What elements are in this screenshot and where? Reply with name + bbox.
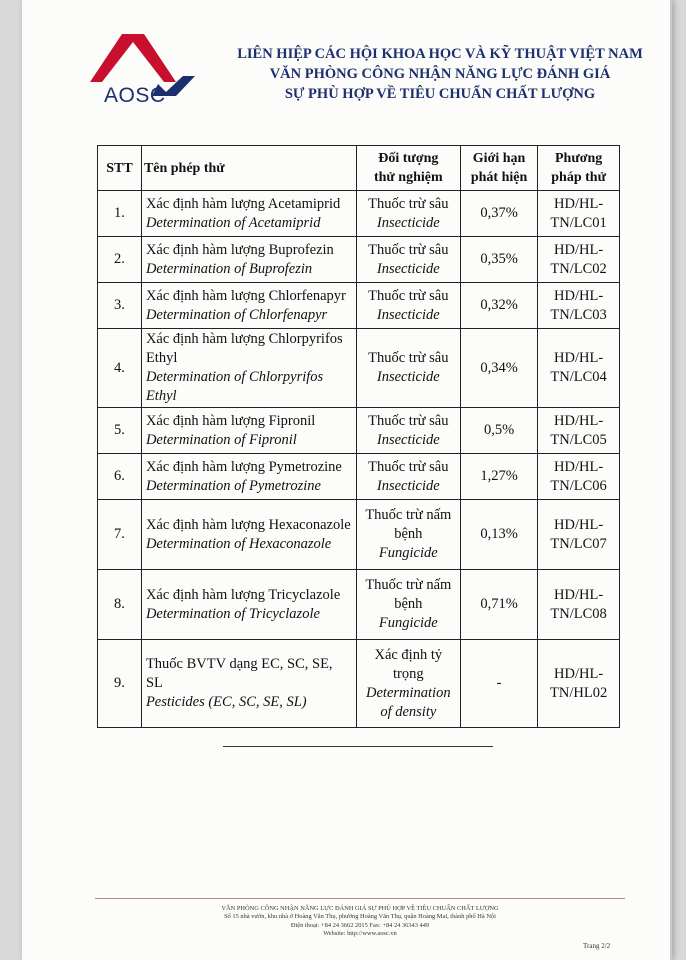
cell-stt: 7. [98, 500, 142, 570]
test-name-en: Determination of Buprofezin [145, 260, 313, 277]
method-line-2: TN/HL02 [550, 684, 608, 701]
object-vi: Thuốc trừ sâu [368, 458, 449, 475]
cell-test-method [538, 570, 620, 640]
method-line-2: TN/LC03 [550, 306, 607, 323]
footer-line-2: Số 15 nhà vườn, khu nhà ở Hoàng Văn Thụ, phường Hoàng Văn Thụ, quận Hoàng Mai, thành phố Hà Nội [224, 913, 496, 921]
table-row [98, 570, 620, 640]
test-name-vi: Xác định hàm lượng Acetamiprid [145, 195, 341, 212]
cell-test-method [538, 500, 620, 570]
cell-test-object [356, 500, 460, 570]
method-line-1: HD/HL- [554, 350, 604, 366]
page-number: Trang 2/2 [583, 942, 611, 950]
object-en: Fungicide [378, 545, 438, 561]
object-en: Insecticide [376, 369, 440, 385]
cell-test-object [356, 283, 460, 329]
test-name-en: Determination of Pymetrozine [145, 477, 321, 494]
method-line-2: TN/LC07 [550, 535, 607, 552]
method-line-2: TN/LC04 [550, 369, 607, 385]
method-line-1: HD/HL- [554, 586, 604, 603]
table-row [98, 237, 620, 283]
cell-test-method [538, 454, 620, 500]
footer-line-3: Điện thoại: +84 24 3662 2015 Fax: +84 24 36343 449 [290, 921, 430, 929]
test-name-en: Determination of Fipronil [145, 431, 297, 448]
method-line-2: TN/LC01 [550, 214, 607, 231]
cell-test-name [141, 191, 356, 237]
test-name-en: Determination of Chlorfenapyr [145, 306, 328, 323]
object-en: Insecticide [376, 260, 440, 277]
col-limit-header: Giới hạn phát hiện [460, 146, 537, 191]
table-header-row [98, 146, 620, 191]
footer-divider [95, 898, 625, 899]
table-row [98, 408, 620, 454]
object-en: Insecticide [376, 477, 440, 494]
signature-line [223, 746, 493, 747]
object-en: Determination of density [366, 684, 451, 720]
cell-test-object [356, 408, 460, 454]
cell-test-name [141, 329, 356, 408]
object-vi: Thuốc trừ sâu [368, 241, 449, 258]
logo-red-chevron [90, 34, 176, 82]
col-object-header: Đối tượng thử nghiệm [356, 146, 460, 191]
cell-stt: 1. [98, 191, 142, 237]
method-line-1: HD/HL- [554, 412, 604, 429]
table-row [98, 191, 620, 237]
cell-detection-limit: 0,5% [460, 408, 537, 454]
cell-stt: 2. [98, 237, 142, 283]
method-line-1: HD/HL- [554, 458, 604, 475]
cell-test-name [141, 237, 356, 283]
object-vi: Thuốc trừ sâu [368, 287, 449, 304]
method-line-2: TN/LC06 [550, 477, 607, 494]
method-line-1: HD/HL- [554, 516, 604, 533]
test-name-en: Determination of Tricyclazole [145, 605, 320, 622]
object-vi: Thuốc trừ nấm bệnh [365, 577, 452, 612]
object-en: Insecticide [376, 214, 440, 231]
col-stt-header: STT [98, 146, 142, 191]
document-header [225, 44, 655, 104]
cell-stt: 8. [98, 570, 142, 640]
cell-test-name [141, 408, 356, 454]
table-row [98, 500, 620, 570]
cell-test-name [141, 283, 356, 329]
test-name-vi: Xác định hàm lượng Chlorfenapyr [145, 287, 346, 304]
cell-test-object [356, 329, 460, 408]
cell-detection-limit: 0,35% [460, 237, 537, 283]
cell-stt: 9. [98, 640, 142, 728]
cell-detection-limit: 0,37% [460, 191, 537, 237]
cell-test-name [141, 454, 356, 500]
cell-detection-limit: 0,34% [460, 329, 537, 408]
header-line-2: VĂN PHÒNG CÔNG NHẬN NĂNG LỰC ĐÁNH GIÁ [269, 66, 611, 82]
cell-detection-limit: 0,13% [460, 500, 537, 570]
cell-test-object [356, 191, 460, 237]
method-line-1: HD/HL- [554, 665, 604, 682]
cell-test-name [141, 570, 356, 640]
footer-line-4: Website: http://www.aosc.vn [323, 929, 397, 937]
cell-stt: 5. [98, 408, 142, 454]
cell-test-object [356, 237, 460, 283]
method-line-1: HD/HL- [554, 241, 604, 258]
object-vi: Thuốc trừ sâu [368, 195, 449, 212]
header-line-1: LIÊN HIỆP CÁC HỘI KHOA HỌC VÀ KỸ THUẬT VIỆT NAM [237, 46, 643, 62]
test-name-vi: Thuốc BVTV dạng EC, SC, SE, SL [145, 656, 333, 691]
test-name-vi: Xác định hàm lượng Pymetrozine [145, 458, 342, 475]
method-line-2: TN/LC05 [550, 431, 607, 448]
page-footer [120, 905, 600, 938]
cell-test-method [538, 237, 620, 283]
table-row [98, 329, 620, 408]
object-en: Insecticide [376, 431, 440, 448]
cell-detection-limit: - [460, 640, 537, 728]
col-method-header: Phương pháp thử [538, 146, 620, 191]
table-row [98, 454, 620, 500]
cell-detection-limit: 0,71% [460, 570, 537, 640]
test-name-vi: Xác định hàm lượng Buprofezin [145, 241, 334, 258]
test-methods-table [97, 145, 620, 728]
cell-stt: 3. [98, 283, 142, 329]
col-name-header: Tên phép thử [141, 146, 356, 191]
test-name-en: Determination of Acetamiprid [145, 214, 321, 231]
object-vi: Thuốc trừ sâu [368, 412, 449, 429]
test-name-vi: Xác định hàm lượng Chlorpyrifos Ethyl [145, 331, 343, 366]
table-row [98, 640, 620, 728]
method-line-2: TN/LC08 [550, 605, 607, 622]
cell-test-method [538, 191, 620, 237]
page-edge [670, 0, 672, 960]
cell-test-method [538, 283, 620, 329]
cell-detection-limit: 0,32% [460, 283, 537, 329]
object-vi: Thuốc trừ sâu [368, 350, 449, 366]
object-vi: Xác định tỷ trọng [374, 646, 443, 682]
test-name-vi: Xác định hàm lượng Fipronil [145, 412, 316, 429]
table-row [98, 283, 620, 329]
cell-stt: 4. [98, 329, 142, 408]
object-vi: Thuốc trừ nấm bệnh [365, 507, 452, 542]
method-line-2: TN/LC02 [550, 260, 607, 277]
cell-detection-limit: 1,27% [460, 454, 537, 500]
object-en: Insecticide [376, 306, 440, 323]
cell-stt: 6. [98, 454, 142, 500]
object-en: Fungicide [378, 615, 438, 631]
logo-text: AOSC [104, 84, 166, 107]
test-name-vi: Xác định hàm lượng Tricyclazole [145, 586, 341, 603]
test-name-en: Determination of Hexaconazole [145, 535, 332, 552]
cell-test-name [141, 640, 356, 728]
cell-test-object [356, 640, 460, 728]
cell-test-name [141, 500, 356, 570]
cell-test-method [538, 640, 620, 728]
test-name-en: Determination of Chlorpyrifos Ethyl [145, 369, 324, 404]
header-line-3: SỰ PHÙ HỢP VỀ TIÊU CHUẨN CHẤT LƯỢNG [284, 86, 596, 102]
footer-line-1: VĂN PHÒNG CÔNG NHẬN NĂNG LỰC ĐÁNH GIÁ SỰ PHÙ HỢP VỀ TIÊU CHUẨN CHẤT LƯỢNG [221, 905, 499, 912]
cell-test-object [356, 570, 460, 640]
test-name-vi: Xác định hàm lượng Hexaconazole [145, 516, 351, 533]
method-line-1: HD/HL- [554, 195, 604, 212]
cell-test-method [538, 329, 620, 408]
method-line-1: HD/HL- [554, 287, 604, 304]
test-name-en: Pesticides (EC, SC, SE, SL) [145, 694, 307, 710]
cell-test-object [356, 454, 460, 500]
cell-test-method [538, 408, 620, 454]
